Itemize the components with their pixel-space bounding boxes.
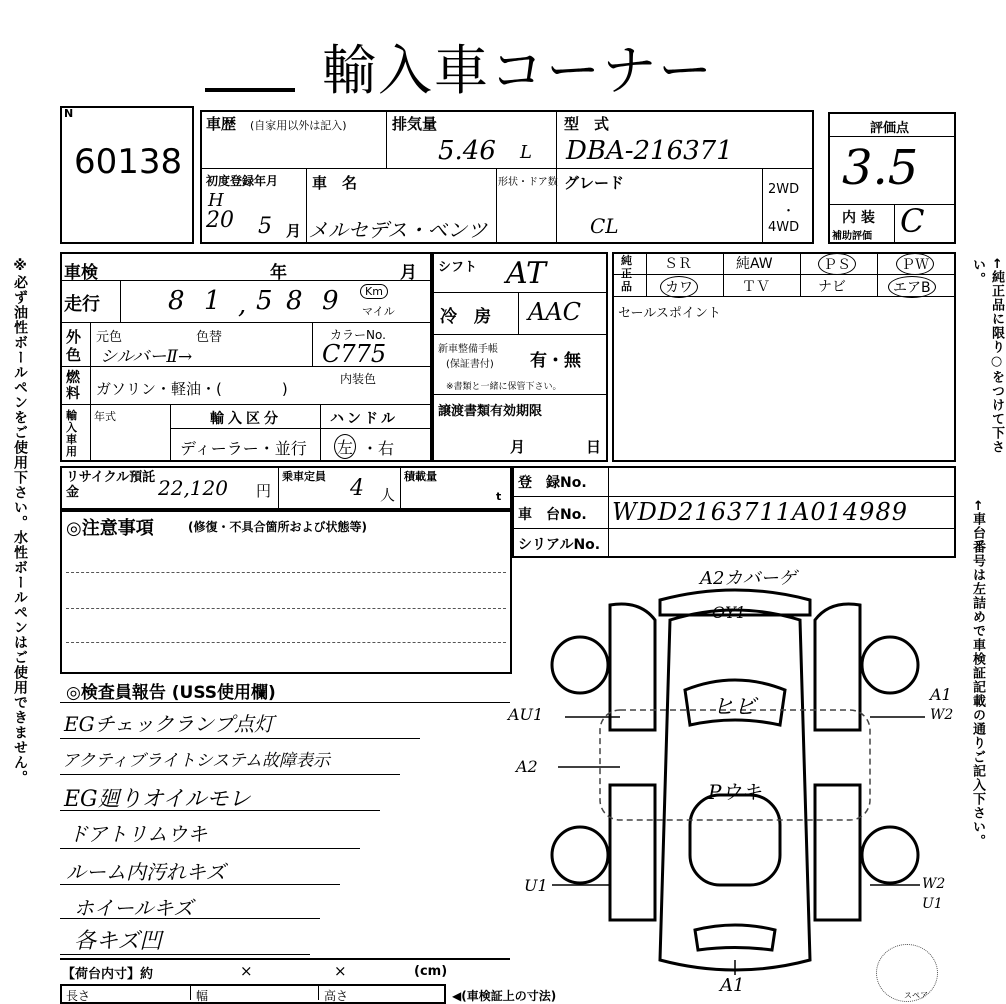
mark-left1: AU1 bbox=[508, 705, 544, 724]
handle-right[interactable]: ・右 bbox=[362, 439, 395, 458]
fuel-value[interactable]: ガソリン・軽油・( ) bbox=[96, 380, 288, 398]
mileage-unit-km[interactable]: Km bbox=[360, 284, 388, 299]
mileage-d2[interactable]: 1 bbox=[204, 286, 221, 316]
grade-value[interactable]: CL bbox=[590, 214, 619, 238]
equip-aw[interactable]: 純AW bbox=[736, 256, 773, 272]
capacity-label: 乗車定員 bbox=[282, 470, 326, 483]
mileage-d5[interactable]: 9 bbox=[322, 286, 339, 316]
side-note-right-top: ←純正品に限り○をつけて下さい。 bbox=[970, 258, 1004, 454]
import-category[interactable]: ディーラー・並行 bbox=[180, 439, 307, 458]
equip-tv[interactable]: ＴＶ bbox=[742, 279, 770, 295]
recycle-unit: 円 bbox=[256, 482, 272, 500]
inspection-year: 年 bbox=[270, 263, 287, 283]
vin-label: 車 台No. bbox=[518, 507, 587, 523]
grade-label: グレード bbox=[564, 174, 625, 192]
mileage-label: 走行 bbox=[64, 294, 100, 315]
dim-note: ◀(車検証上の寸法) bbox=[452, 989, 557, 1003]
mark-right2: W2 bbox=[930, 707, 954, 723]
recycle-value[interactable]: 22,120 bbox=[158, 476, 228, 500]
color-value[interactable]: シルバーⅡ→ bbox=[100, 347, 193, 367]
mark-left2: A2 bbox=[516, 757, 538, 776]
history-label: 車歴 bbox=[206, 115, 237, 133]
mark-rear-right1: W2 bbox=[922, 876, 946, 892]
report-line-7[interactable]: 各キズ凹 bbox=[74, 929, 162, 954]
page-title: 輸入車コーナー bbox=[322, 39, 714, 102]
car-name-value[interactable]: メルセデス・ベンツ bbox=[308, 218, 488, 242]
import-label: 輸入車用 bbox=[66, 409, 77, 458]
side-note-left: ※必ず油性ボールペンをご使用下さい。水性ボールペンはご使用できません。 bbox=[12, 258, 28, 785]
transfer-day: 日 bbox=[586, 438, 602, 456]
report-label: ◎検査員報告 (USS使用欄) bbox=[66, 683, 276, 703]
first-reg-year[interactable]: 20 bbox=[206, 208, 234, 233]
drive-2wd[interactable]: 2WD bbox=[768, 182, 800, 197]
color-change-label: 色替 bbox=[196, 330, 223, 345]
displacement-value[interactable]: 5.46 bbox=[438, 136, 496, 166]
cargo-x1: × bbox=[240, 962, 253, 980]
load-unit: t bbox=[496, 490, 502, 503]
lot-number: 60138 bbox=[74, 142, 183, 182]
equip-airbag[interactable]: エアB bbox=[888, 276, 936, 298]
handle-left[interactable]: 左 bbox=[334, 434, 356, 459]
mileage-d1[interactable]: 8 bbox=[168, 286, 185, 316]
lot-label: N bbox=[64, 107, 74, 120]
handle-label: ハンドル bbox=[330, 411, 398, 427]
mark-roof: Pウキ bbox=[708, 780, 762, 804]
fuel-label: 燃料 bbox=[66, 370, 80, 402]
color-code[interactable]: C775 bbox=[322, 340, 387, 368]
displacement-unit: L bbox=[520, 142, 532, 163]
shift-value[interactable]: AT bbox=[506, 256, 547, 291]
score-label: 評価点 bbox=[870, 121, 910, 136]
equip-ps[interactable]: ＰＳ bbox=[818, 253, 856, 275]
first-reg-label: 初度登録年月 bbox=[206, 174, 279, 188]
aircon-value[interactable]: AAC bbox=[528, 298, 582, 326]
report-line-3[interactable]: EG廻りオイルモレ bbox=[64, 787, 251, 812]
dim-height: 高さ bbox=[324, 989, 349, 1003]
interior-sub: 補助評価 bbox=[832, 231, 872, 242]
drive-dot: ・ bbox=[782, 204, 796, 219]
mark-right1: A1 bbox=[930, 685, 952, 704]
mileage-sep: , bbox=[238, 290, 247, 320]
manual-value[interactable]: 有・無 bbox=[530, 351, 581, 371]
mark-hood: OY1 bbox=[712, 603, 746, 622]
report-line-2[interactable]: アクティブライトシステム故障表示 bbox=[62, 751, 330, 771]
mark-rear-right2: U1 bbox=[922, 896, 943, 912]
reg-no-label: 登 録No. bbox=[518, 475, 587, 491]
manual-sub: (保証書付) bbox=[446, 359, 494, 370]
shape-label: 形状・ドア数 bbox=[498, 177, 558, 188]
history-note: (自家用以外は記入) bbox=[250, 119, 347, 132]
spare-label: スペア bbox=[904, 991, 928, 1000]
drive-4wd[interactable]: 4WD bbox=[768, 220, 800, 235]
capacity-value[interactable]: 4 bbox=[350, 476, 364, 501]
car-diagram[interactable] bbox=[510, 560, 960, 980]
mileage-d4[interactable]: 8 bbox=[286, 286, 303, 316]
interior-color-label: 内装色 bbox=[340, 372, 377, 386]
side-note-right-bottom: ←車台番号は左詰めで車検証記載の通りご記入下さい。 bbox=[970, 500, 985, 848]
equip-navi[interactable]: ナビ bbox=[818, 279, 846, 295]
dim-width: 幅 bbox=[196, 989, 209, 1003]
cargo-label: 【荷台内寸】約 bbox=[62, 967, 154, 982]
first-reg-month-unit: 月 bbox=[286, 222, 302, 240]
load-label: 積載量 bbox=[404, 470, 437, 483]
mileage-d3[interactable]: 5 bbox=[256, 286, 273, 316]
model-value[interactable]: DBA-216371 bbox=[566, 136, 733, 166]
capacity-unit: 人 bbox=[380, 486, 396, 504]
equip-leather[interactable]: カワ bbox=[660, 276, 698, 298]
first-reg-era: H bbox=[208, 190, 224, 211]
dim-length: 長さ bbox=[66, 989, 91, 1003]
color-code-label: カラーNo. bbox=[330, 328, 386, 342]
transfer-label: 譲渡書類有効期限 bbox=[438, 404, 543, 419]
report-line-4[interactable]: ドアトリムウキ bbox=[68, 822, 208, 846]
report-line-6[interactable]: ホイールキズ bbox=[74, 896, 194, 920]
recycle-label: リサイクル預託金 bbox=[66, 470, 156, 500]
inspection-month: 月 bbox=[400, 263, 417, 283]
report-line-5[interactable]: ルーム内汚れキズ bbox=[66, 860, 226, 884]
transfer-month: 月 bbox=[510, 438, 526, 456]
model-label: 型 式 bbox=[564, 115, 610, 133]
interior-value[interactable]: C bbox=[900, 202, 925, 240]
genuine-label: 純正品 bbox=[621, 254, 632, 293]
aircon-label: 冷 房 bbox=[440, 307, 491, 327]
shift-label: シフト bbox=[438, 260, 478, 275]
mark-bottom: A1 bbox=[720, 975, 745, 996]
title-underline bbox=[205, 88, 295, 92]
serial-label: シリアルNo. bbox=[518, 537, 601, 553]
manual-note: ※書類と一緒に保管下さい。 bbox=[446, 382, 562, 392]
import-category-label: 輸入区分 bbox=[210, 411, 282, 427]
dimension-box bbox=[60, 984, 446, 1004]
mark-glass: ヒビ bbox=[712, 695, 757, 720]
first-reg-month[interactable]: 5 bbox=[258, 214, 272, 239]
cargo-unit: (cm) bbox=[414, 964, 448, 979]
cargo-x2: × bbox=[334, 962, 347, 980]
equip-sr[interactable]: ＳＲ bbox=[664, 256, 692, 272]
notes-label: ◎注意事項 bbox=[66, 518, 154, 539]
notes-sub: (修復・不具合箇所および状態等) bbox=[188, 520, 367, 534]
mark-top: A2カバーゲ bbox=[700, 568, 797, 589]
displacement-label: 排気量 bbox=[392, 115, 438, 133]
color-orig-label: 元色 bbox=[96, 330, 123, 345]
mark-rear-left: U1 bbox=[524, 876, 548, 895]
car-name-label: 車 名 bbox=[312, 174, 358, 192]
mileage-unit-mile[interactable]: マイル bbox=[362, 305, 395, 318]
equip-pw[interactable]: ＰＷ bbox=[896, 253, 934, 275]
sales-point-label: セールスポイント bbox=[618, 306, 721, 321]
color-label: 外色 bbox=[66, 328, 82, 364]
score-value[interactable]: 3.5 bbox=[842, 140, 919, 196]
manual-label: 新車整備手帳 bbox=[438, 344, 498, 355]
report-line-1[interactable]: EGチェックランプ点灯 bbox=[64, 712, 274, 736]
vin-value[interactable]: WDD2163711A014989 bbox=[612, 498, 908, 526]
inspection-label: 車検 bbox=[64, 263, 98, 283]
import-year-label: 年式 bbox=[94, 410, 116, 423]
interior-label: 内 装 bbox=[842, 210, 875, 226]
